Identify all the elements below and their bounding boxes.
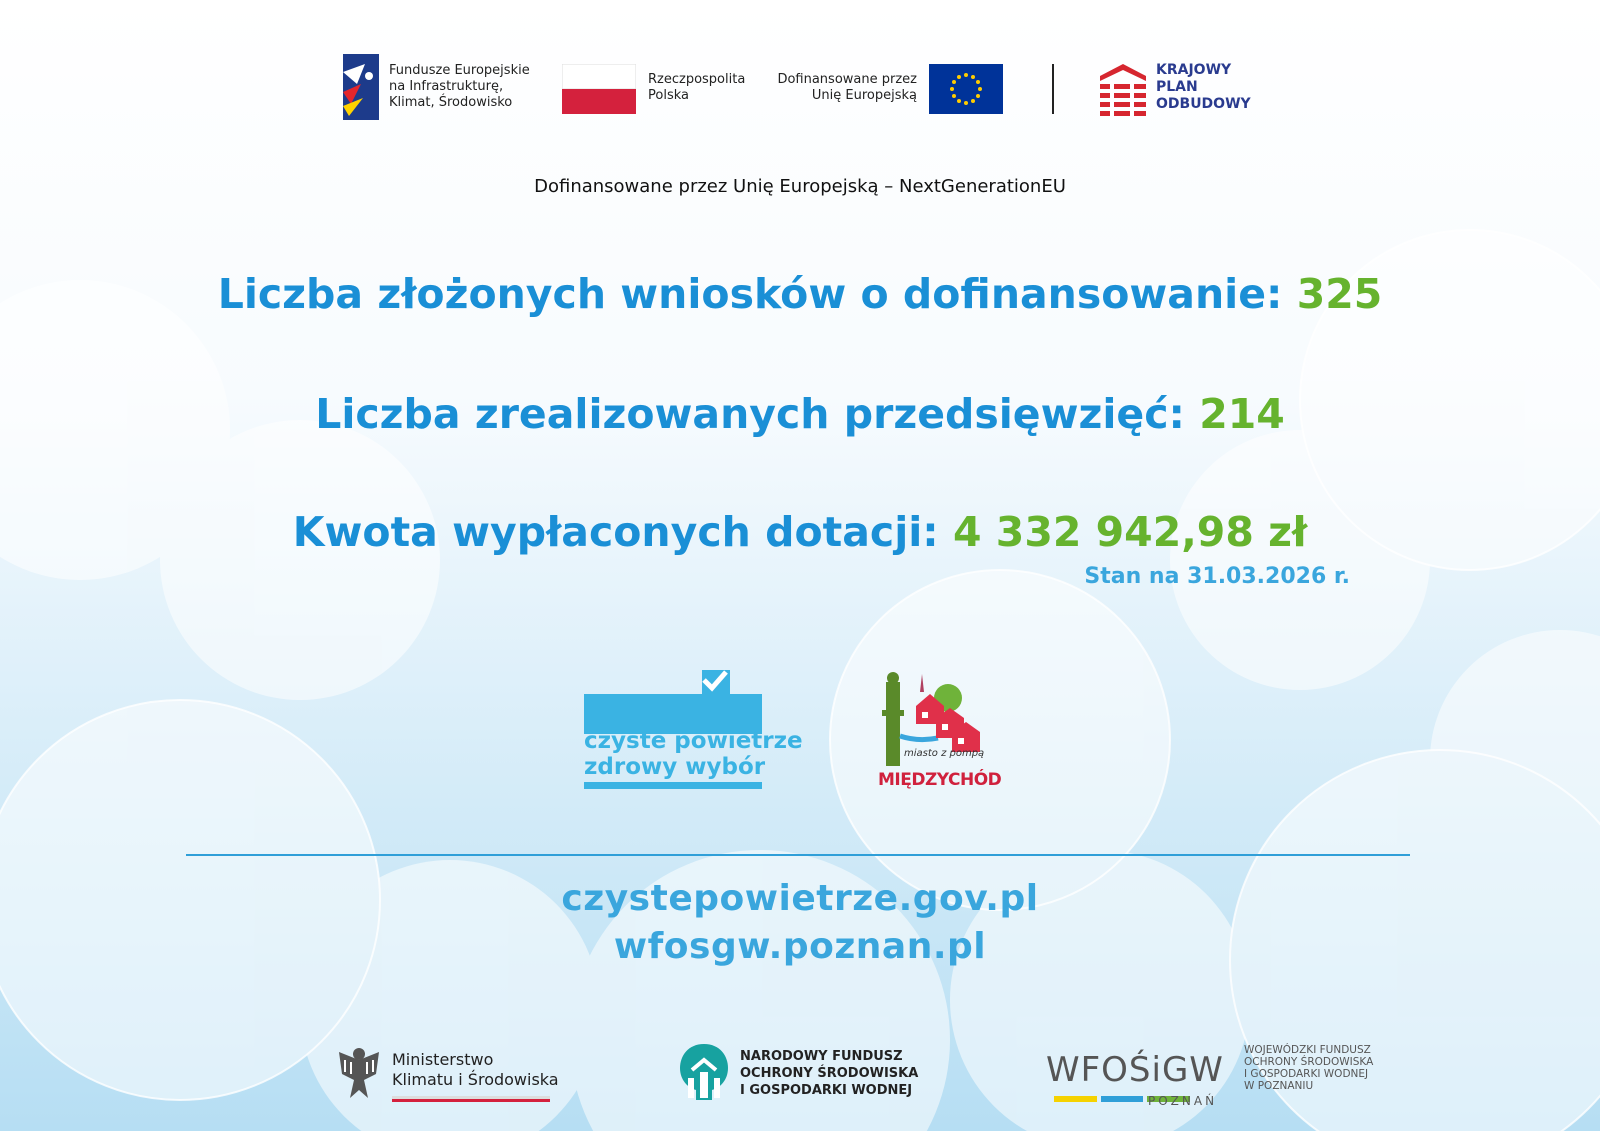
stat-projects-value: 214 [1199, 390, 1285, 438]
wfos-logo [1046, 1044, 1386, 1114]
wfos-line4: W POZNANIU [1244, 1080, 1314, 1092]
stat-projects [0, 390, 1600, 438]
rp-logo-line2: Polska [648, 88, 689, 103]
fe-logo-line1: Fundusze Europejskie [389, 63, 530, 78]
eu-logo-line1: Dofinansowane przez [777, 72, 917, 87]
as-of-date: Stan na 31.03.2026 r. [1084, 564, 1350, 589]
nfos-logo [678, 1042, 918, 1104]
eu-logo-line2: Unię Europejską [811, 88, 917, 103]
fe-logo-line2: na Infrastrukturę, [389, 79, 504, 94]
polish-flag-icon [562, 64, 636, 114]
nfos-line1: NARODOWY FUNDUSZ [740, 1049, 903, 1064]
nfos-line3: I GOSPODARKI WODNEJ [740, 1083, 913, 1098]
wfos-line2: OCHRONY ŚRODOWISKA [1244, 1056, 1374, 1068]
fe-logo-line3: Klimat, Środowisko [389, 95, 513, 110]
kpo-logo-line2: PLAN [1156, 79, 1198, 95]
city-tagline: miasto z pompą [904, 748, 985, 759]
kpo-logo-line1: KRAJOWY [1156, 62, 1232, 78]
stat-applications-label: Liczba złożonych wniosków o dofinansowanie: [217, 270, 1297, 318]
program-logo-line2: zdrowy wybór [584, 754, 766, 780]
stat-grants-label: Kwota wypłaconych dotacji: [292, 508, 953, 556]
ministry-line1: Ministerstwo [392, 1050, 494, 1069]
funding-note: Dofinansowane przez Unię Europejską – NextGenerationEU [534, 176, 1066, 197]
czyste-powietrze-logo [584, 670, 803, 794]
nfos-line2: OCHRONY ŚRODOWISKA [740, 1066, 919, 1081]
ministry-flag-bar [392, 1096, 550, 1102]
stat-projects-label: Liczba zrealizowanych przedsięwzięć: [315, 390, 1200, 438]
eu-flag-icon [929, 64, 1003, 114]
city-name: MIĘDZYCHÓD [878, 770, 1002, 790]
eagle-emblem-icon [334, 1044, 384, 1102]
kpo-icon [1100, 64, 1146, 116]
section-divider [186, 854, 1410, 856]
miedzychod-logo [874, 670, 1002, 800]
program-logo-line1: czyste powietrze [584, 728, 803, 754]
header-divider [1052, 64, 1054, 114]
wfos-line3: I GOSPODARKI WODNEJ [1244, 1068, 1369, 1080]
ministry-line2: Klimatu i Środowiska [392, 1070, 559, 1089]
fe-flag-icon [343, 54, 379, 120]
wfos-mark: WFOŚiGW [1046, 1050, 1224, 1090]
kpo-logo-line3: ODBUDOWY [1156, 96, 1251, 112]
ministry-logo [334, 1044, 564, 1104]
wfos-line1: WOJEWÓDZKI FUNDUSZ [1244, 1044, 1371, 1056]
wfos-city: POZNAŃ [1148, 1094, 1218, 1108]
link-wfosgw[interactable]: wfosgw.poznan.pl [613, 926, 987, 967]
stat-grants-value: 4 332 942,98 zł [952, 508, 1308, 556]
kpo-logo [1100, 62, 1260, 118]
link-czystepowietrze[interactable]: czystepowietrze.gov.pl [561, 878, 1039, 919]
eu-logo [770, 64, 1010, 114]
rp-logo [562, 64, 752, 114]
stat-grants [0, 508, 1600, 556]
rp-logo-line1: Rzeczpospolita [648, 72, 746, 87]
stat-applications [0, 270, 1600, 318]
stat-applications-value: 325 [1296, 270, 1383, 318]
nfos-icon [678, 1042, 730, 1102]
fe-logo [343, 54, 543, 120]
